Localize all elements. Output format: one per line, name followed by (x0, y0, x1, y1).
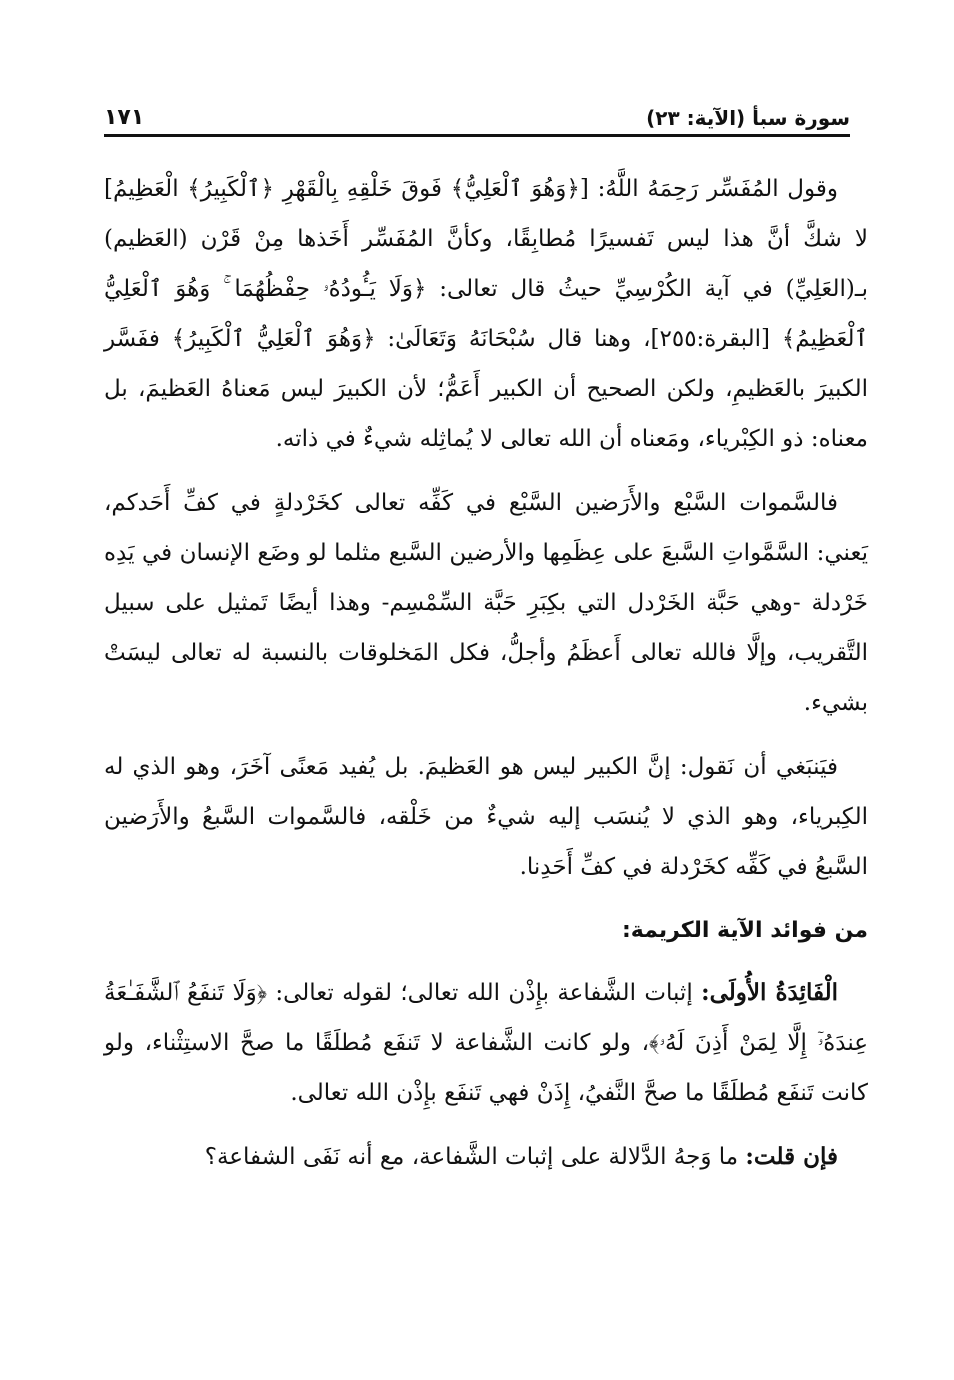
section-heading: من فوائد الآية الكريمة: (621, 918, 868, 943)
header-rule (104, 134, 850, 137)
benefit-text: إثبات الشَّفاعة بإِذْن الله تعالى؛ لقوله تعالى: ﴿وَلَا تَنفَعُ ٱلشَّفَـٰعَةُ عِندَهُۥٓ إِلَّا لِمَنْ أَذِنَ لَهُۥ﴾، ولو كانت الشَّفاعة لا تَنفَع مُطلَقًا ما صحَّ الاستِثْناء، ولو كانت تَنفَع مُطلَقًا ما صحَّ النَّفيُ، إِذَنْ فهي تَنفَع بإِذْن الله تعالى. (104, 980, 868, 1106)
paragraph-great: فيَنبَغي أن نَقول: إنَّ الكبير ليس هو العَظيمَ. بل يُفيد مَعنًى آخَرَ، وهو الذي له الكِبرياء، وهو الذي لا يُنسَب إليه شيءٌ من خَلْقه، فالسَّموات السَّبعُ والأَرَضين السَّبعُ في كَفِّه كخَرْدلة في كفِّ أَحَدِنا. (104, 754, 868, 880)
paragraph-heavens: فالسَّموات السَّبْع والأَرَضين السَّبْع في كَفِّه تعالى كخَرْدلةٍ في كفِّ أَحَدكم، يَعني: السَّمَّواتِ السَّبعَ على عِظَمِها والأرضين السَّبع مثلما لو وضَع الإنسان في يَدِه خَرْدلة -وهي حَبَّة الخَرْدل التي بكِبَرِ حَبَّة السِّمْسِم- وهذا أيضًا تَمثيل على سبيل التَّقريب، وإلَّا فالله تعالى أَعظَمُ وأجلُّ، فكل المَخلوقات بالنسبة له تعالى ليسَتْ بشيء. (104, 490, 868, 716)
surah-title: سورة سبأ (الآية: ٢٣) (646, 106, 850, 130)
paragraph-question (104, 1132, 868, 1182)
paragraph-tafsir: وقول المُفَسِّر رَحِمَهُ اللَّهُ: [﴿وَهُوَ ٱلْعَلِيُّ﴾ فَوقَ خَلْقِهِ بِالْقَهْرِ ﴿ٱلْكَبِيرُ﴾ الْعَظِيمُ] لا شكَّ أنَّ هذا ليس تَفسيرًا مُطابِقًا، وكأنَّ المُفَسِّر أَخَذها مِنْ قَرْن (العَظيم) بـ(العَلِيِّ) في آية الكُرْسِيِّ حيثُ قال تعالى: ﴿وَلَا يَـُٔودُهُۥ حِفْظُهُمَا ۚ وَهُوَ ٱلْعَلِيُّ ٱلْعَظِيمُ﴾ [البقرة:٢٥٥]، وهنا قال سُبْحَانَهُ وَتَعَالَىٰ: ﴿وَهُوَ ٱلْعَلِيُّ ٱلْكَبِيرُ﴾ ففَسَّر الكبيرَ بالعَظيمِ، ولكن الصحيح أن الكبير أَعَمُّ؛ لأن الكبيرَ ليس مَعناهُ العَظيمَ، بل معناه: ذو الكِبْرياء، ومَعناه أن الله تعالى لا يُماثِله شيءٌ في ذاته. (104, 176, 869, 452)
question-text: ما وَجهُ الدَّلالة على إثبات الشَّفاعة، مع أنه نَفَى الشفاعة؟ (204, 1144, 739, 1170)
benefit-lead: الْفَائِدَةُ الأُولَى: (701, 979, 839, 1006)
page-number: ١٧١ (104, 105, 145, 130)
paragraph-benefit-one (104, 968, 868, 1118)
page-body (104, 164, 868, 1196)
question-lead: فإن قلت: (745, 1143, 838, 1170)
page-header (104, 96, 850, 130)
